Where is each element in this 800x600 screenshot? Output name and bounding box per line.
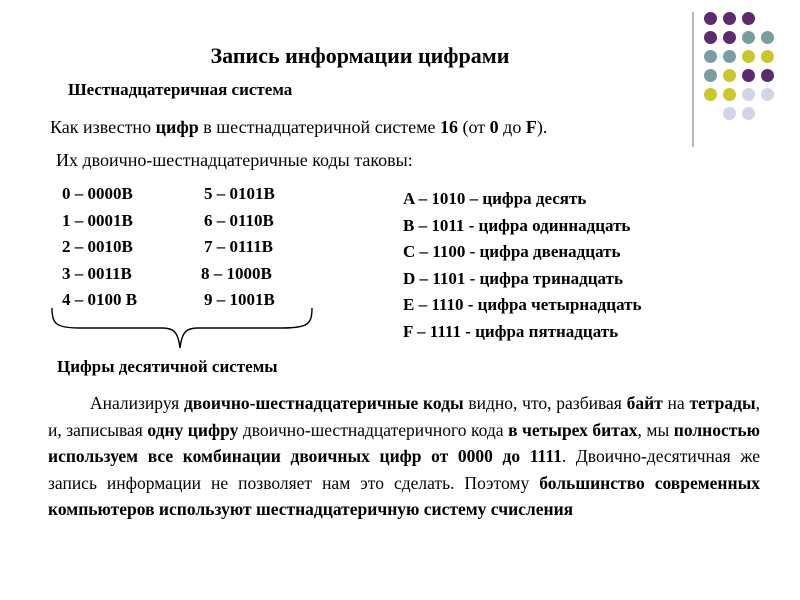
code-line: 9 – 1001B (204, 290, 275, 309)
code-line: 2 – 0010B (62, 237, 133, 256)
slide-subtitle: Шестнадцатеричная система (68, 80, 293, 99)
codes-column-right (201, 181, 275, 314)
decorative-dot (704, 69, 717, 82)
code-line: 6 – 0110B (204, 210, 274, 230)
decorative-dot (742, 69, 755, 82)
decorative-dot (761, 31, 774, 44)
decorative-dot (723, 88, 736, 101)
emphasis-text: большинство современных компьютеров используют шестнадцатеричную систему счисления (48, 472, 760, 520)
text-segment: (от (458, 117, 490, 137)
decorative-dot (723, 50, 736, 63)
text-segment: в шестнадцатеричной системе (198, 117, 441, 137)
decorative-dot (742, 88, 755, 101)
code-line: 4 – 0100 B (62, 290, 138, 309)
hex-codes-list (403, 186, 641, 345)
emphasis-text: 16 (440, 117, 459, 137)
decorative-dot (742, 31, 755, 44)
hex-code-line: D – 1101 - цифра тринадцать (403, 268, 623, 288)
hex-code-line: A – 1010 – цифра десять (403, 189, 587, 208)
decorative-dot (723, 31, 736, 44)
curly-brace-icon (50, 306, 320, 352)
decorative-dot (704, 88, 717, 101)
decorative-dot (704, 12, 717, 25)
brace-caption: Цифры десятичной системы (57, 357, 278, 376)
emphasis-text: полностью используем все комбинации двоичных цифр от 0000 до 1111 (48, 419, 761, 467)
decorative-divider-line (692, 12, 694, 147)
emphasis-text: цифр (155, 117, 199, 137)
hex-code-line: E – 1110 - цифра четырнадцать (403, 295, 642, 314)
text-segment: , и, записывая (48, 393, 760, 440)
decorative-dot (723, 12, 736, 25)
code-line: 3 – 0011B (62, 263, 132, 283)
decorative-dot (761, 69, 774, 82)
code-line: 0 – 0000B (62, 184, 133, 203)
intro-codes-line: Их двоично-шестнадцатеричные коды таковы: (56, 150, 413, 170)
analysis-paragraph (48, 390, 760, 523)
decorative-dot (742, 50, 755, 63)
text-segment: ). (536, 117, 548, 137)
decorative-dot (723, 69, 736, 82)
text-segment: Анализируя (90, 393, 184, 413)
emphasis-text: в четырех битах (508, 419, 638, 440)
hex-code-line: B – 1011 - цифра одиннадцать (403, 215, 631, 235)
emphasis-text: байт (626, 393, 663, 413)
emphasis-text: двоично-шестнадцатеричные коды (183, 393, 464, 413)
decorative-dot (723, 107, 736, 120)
hex-code-line: F – 1111 - цифра пятнадцать (403, 321, 619, 341)
text-segment: Как известно (50, 117, 156, 137)
emphasis-text: одну цифру (147, 419, 239, 440)
text-segment: . Двоично-десятичная же запись информации не позволяет нам это сделать. Поэтому (48, 446, 760, 493)
hex-code-line: C – 1100 - цифра двенадцать (403, 242, 621, 261)
decorative-dot (761, 50, 774, 63)
text-segment: двоично-шестнадцатеричного кода (238, 419, 509, 440)
codes-column-left (62, 181, 137, 314)
intro-sentence (50, 117, 547, 138)
code-line: 7 – 0111B (204, 237, 273, 256)
code-line: 5 – 0101B (204, 184, 275, 203)
text-segment: , мы (637, 419, 674, 440)
text-segment: до (498, 117, 526, 137)
code-line: 8 – 1000B (201, 263, 272, 283)
emphasis-text: F (525, 117, 537, 137)
emphasis-text: 0 (489, 117, 499, 137)
text-segment: видно, что, разбивая (463, 393, 627, 413)
slide-title: Запись информации цифрами (210, 43, 510, 68)
decorative-dot (742, 107, 755, 120)
decorative-dot (742, 12, 755, 25)
emphasis-text: тетрады (689, 393, 756, 413)
code-line: 1 – 0001B (62, 210, 133, 230)
decorative-dot (761, 88, 774, 101)
text-segment: на (662, 393, 690, 413)
